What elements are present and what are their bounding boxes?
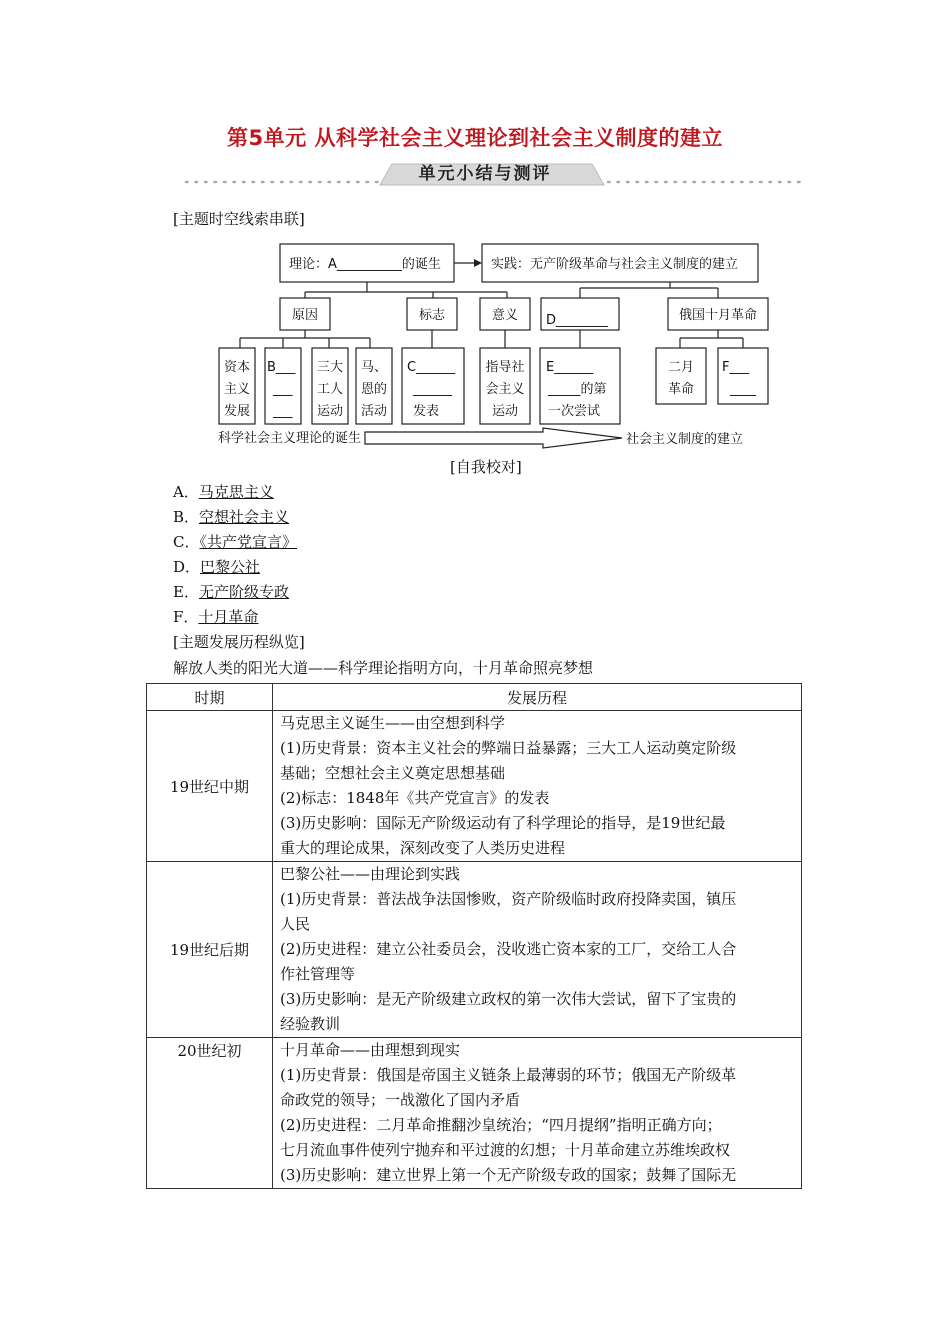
svg-text:___: ___: [273, 382, 293, 397]
arrow-start-label: 科学社会主义理论的诞生: [218, 431, 362, 446]
answer-c: C．《共产党宣言》: [173, 533, 297, 551]
workers-movement-box: [317, 359, 343, 419]
table-row: [147, 1038, 802, 1189]
marx-engels-box: [361, 360, 387, 419]
svg-text:资本: 资本: [223, 360, 251, 375]
sign-box: 标志: [418, 308, 446, 323]
section-heading-development: [主题发展历程纵览]: [173, 633, 305, 651]
c-box: [407, 360, 456, 419]
svg-text:马、: 马、: [360, 360, 388, 375]
svg-text:___: ___: [273, 404, 293, 419]
process-cell: 十月革命——由理想到现实 (1)历史背景：俄国是帝国主义链条上最薄弱的环节；俄国无产阶级革 命政党的领导；一战激化了国内矛盾 (2)历史进程：二月革命推翻沙皇统治；“四月提纲”指明正确方向； 七月流血事件使列宁抛弃和平过渡的幻想；十月革命建立苏维埃政权 (3)历史影响：建立世界上第一个无产阶级专政的国家；鼓舞了国际无: [273, 1038, 802, 1189]
page-title: 第5单元 从科学社会主义理论到社会主义制度的建立: [227, 126, 723, 150]
period-cell: 19世纪中期: [147, 711, 273, 862]
svg-text:发表: 发表: [413, 404, 440, 419]
process-cell: 巴黎公社——由理论到实践 (1)历史背景：普法战争法国惨败，资产阶级临时政府投降卖国，镇压 人民 (2)历史进程：建立公社委员会，没收逃亡资本家的工厂，交给工人合 作社管理等 (3)历史影响：是无产阶级建立政权的第一次伟大尝试，留下了宝贵的 经验教训: [273, 862, 802, 1038]
svg-text:发展: 发展: [223, 404, 251, 419]
cause-box: 原因: [291, 308, 319, 323]
process-cell: 马克思主义诞生——由空想到科学 (1)历史背景：资本主义社会的弊端日益暴露；三大工人运动奠定阶级 基础；空想社会主义奠定思想基础 (2)标志：1848年《共产党宣言》的发表 (3)历史影响：国际无产阶级运动有了科学理论的指导，是19世纪最 重大的理论成果，深刻改变了人类历史进程: [273, 711, 802, 862]
svg-text:指导社: 指导社: [485, 360, 525, 375]
b-box: [267, 360, 296, 419]
meaning-box: 意义: [491, 308, 519, 323]
intro-text: 解放人类的阳光大道——科学理论指明方向，十月革命照亮梦想: [173, 659, 594, 677]
theory-box: 理论：A__________的诞生: [289, 257, 441, 272]
e-box: [546, 360, 607, 419]
svg-text:一次尝试: 一次尝试: [548, 404, 601, 419]
svg-text:_____的第: _____的第: [548, 382, 607, 397]
capital-box: [224, 359, 250, 419]
guide-box: [485, 359, 524, 419]
arrow-end-label: 社会主义制度的建立: [626, 432, 744, 447]
self-check-heading: [自我校对]: [450, 458, 522, 476]
answer-b: B．空想社会主义: [173, 508, 290, 526]
svg-text:C______: C______: [407, 360, 456, 375]
practice-box: 实践：无产阶级革命与社会主义制度的建立: [491, 257, 739, 272]
d-box: D________: [546, 313, 609, 328]
header-period: 时期: [147, 684, 273, 711]
february-revolution-box: [668, 360, 694, 397]
section-heading-timeline: [主题时空线索串联]: [173, 210, 305, 228]
svg-text:三大: 三大: [316, 360, 344, 375]
timeline-arrow: [365, 428, 622, 448]
unit-summary-heading: 单元小结与测评: [418, 164, 552, 184]
period-cell: 19世纪后期: [147, 862, 273, 1038]
period-cell: 20世纪初: [147, 1038, 273, 1189]
answer-a: A．马克思主义: [173, 483, 274, 501]
svg-text:______: ______: [413, 382, 452, 397]
svg-text:革命: 革命: [667, 382, 695, 397]
svg-text:恩的: 恩的: [360, 382, 388, 397]
f-box: [722, 360, 757, 397]
svg-text:运动: 运动: [316, 404, 344, 419]
october-revolution-box: 俄国十月革命: [678, 308, 758, 323]
concept-diagram: [210, 236, 770, 454]
table-row: [147, 862, 802, 1038]
table-header-row: [147, 684, 802, 711]
answer-d: D．巴黎公社: [173, 558, 261, 576]
development-table: [146, 683, 802, 1189]
svg-text:E______: E______: [546, 360, 594, 375]
header-process: 发展历程: [273, 684, 802, 711]
svg-text:会主义: 会主义: [485, 382, 525, 397]
answer-e: E．无产阶级专政: [173, 583, 289, 601]
svg-text:运动: 运动: [491, 404, 519, 419]
svg-text:主义: 主义: [223, 382, 251, 397]
svg-text:活动: 活动: [360, 404, 388, 419]
svg-text:B___: B___: [267, 360, 296, 375]
svg-text:F___: F___: [722, 360, 749, 375]
answer-f: F．十月革命: [173, 608, 259, 626]
svg-text:二月: 二月: [667, 360, 695, 375]
table-row: [147, 711, 802, 862]
svg-text:____: ____: [730, 382, 756, 397]
svg-text:工人: 工人: [316, 382, 344, 397]
